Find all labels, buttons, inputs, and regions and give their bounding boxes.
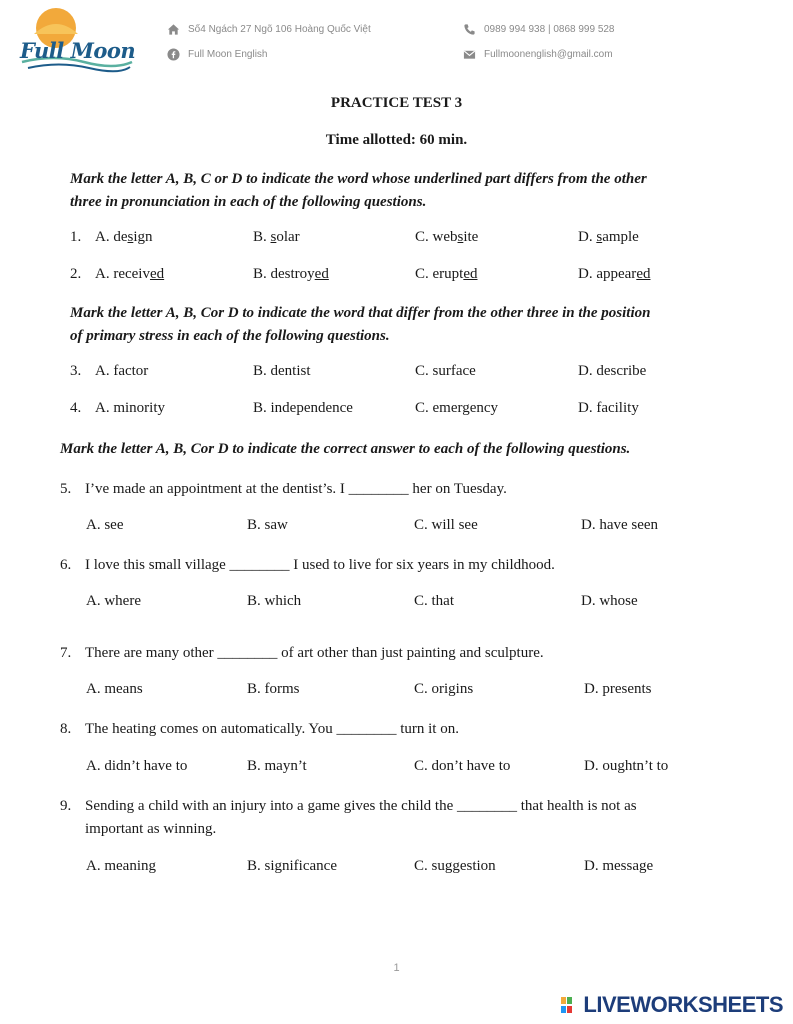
option-c: C. emergency bbox=[415, 400, 499, 416]
question-text: Sending a child with an injury into a game gives the child the ________ that health is not as bbox=[85, 798, 637, 814]
option-d: D. have seen bbox=[581, 517, 659, 533]
option-a: A. means bbox=[86, 681, 143, 697]
question-number: 3. bbox=[70, 363, 82, 379]
option-d: D. facility bbox=[578, 400, 639, 416]
phone-icon bbox=[463, 23, 476, 36]
question-number: 5. bbox=[60, 481, 72, 497]
option-a: A. meaning bbox=[86, 858, 156, 874]
question-9-options bbox=[86, 858, 766, 878]
liveworksheets-brand[interactable] bbox=[561, 992, 783, 1018]
question-9-stem bbox=[60, 795, 760, 841]
facebook-text: Full Moon English bbox=[188, 49, 268, 60]
option-d: D. presents bbox=[584, 681, 652, 697]
question-3 bbox=[70, 363, 750, 383]
liveworksheets-logo-icon bbox=[561, 995, 579, 1015]
page-number: 1 bbox=[393, 962, 400, 974]
address-text: Số4 Ngách 27 Ngõ 106 Hoàng Quốc Việt bbox=[188, 24, 371, 35]
question-5-options bbox=[86, 517, 766, 537]
option-b: B. mayn’t bbox=[247, 758, 307, 774]
email-text: Fullmoonenglish@gmail.com bbox=[484, 49, 613, 60]
question-number: 7. bbox=[60, 645, 72, 661]
question-7-options bbox=[86, 681, 766, 701]
question-8-options bbox=[86, 758, 766, 778]
option-b: B. which bbox=[247, 593, 302, 609]
option-d: D. sample bbox=[578, 229, 639, 245]
question-2 bbox=[70, 266, 750, 286]
option-a: A. didn’t have to bbox=[86, 758, 188, 774]
option-a: A. factor bbox=[95, 363, 149, 379]
page-header bbox=[0, 0, 793, 80]
phone-line bbox=[463, 23, 615, 36]
option-b: B. independence bbox=[253, 400, 353, 416]
question-6-stem bbox=[60, 554, 760, 577]
option-b: B. dentist bbox=[253, 363, 311, 379]
option-a: A. design bbox=[95, 229, 153, 245]
option-a: A. received bbox=[95, 266, 165, 282]
option-c: C. suggestion bbox=[414, 858, 496, 874]
option-a: A. where bbox=[86, 593, 141, 609]
question-8-stem bbox=[60, 718, 760, 741]
option-b: B. saw bbox=[247, 517, 288, 533]
option-c: C. that bbox=[414, 593, 454, 609]
option-b: B. solar bbox=[253, 229, 300, 245]
address-line bbox=[167, 23, 371, 36]
option-c: C. don’t have to bbox=[414, 758, 511, 774]
phone-text: 0989 994 938 | 0868 999 528 bbox=[484, 24, 615, 35]
email-line bbox=[463, 48, 613, 61]
question-number: 8. bbox=[60, 721, 72, 737]
option-c: C. will see bbox=[414, 517, 478, 533]
option-b: B. destroyed bbox=[253, 266, 329, 282]
option-c: C. origins bbox=[414, 681, 474, 697]
question-text: There are many other ________ of art other than just painting and sculpture. bbox=[85, 645, 544, 661]
option-a: A. minority bbox=[95, 400, 165, 416]
option-d: D. oughtn’t to bbox=[584, 758, 669, 774]
question-text: I love this small village ________ I used to live for six years in my childhood. bbox=[85, 557, 555, 573]
option-b: B. forms bbox=[247, 681, 300, 697]
question-5-stem bbox=[60, 478, 760, 501]
question-6-options bbox=[86, 593, 766, 613]
question-number: 2. bbox=[70, 266, 82, 282]
option-d: D. describe bbox=[578, 363, 647, 379]
question-number: 4. bbox=[70, 400, 82, 416]
mail-icon bbox=[463, 48, 476, 61]
option-d: D. message bbox=[584, 858, 654, 874]
instruction-pronunciation bbox=[70, 168, 750, 214]
logo-text: Full Moon bbox=[20, 38, 136, 63]
question-1 bbox=[70, 229, 750, 249]
time-allotted: Time allotted: 60 min. bbox=[325, 132, 468, 148]
question-text-continued: important as winning. bbox=[85, 821, 217, 837]
instruction-line: of primary stress in each of the following questions. bbox=[70, 328, 390, 344]
question-number: 9. bbox=[60, 798, 72, 814]
option-d: D. whose bbox=[581, 593, 638, 609]
instruction-line: Mark the letter A, B, Cor D to indicate the word that differ from the other three in the position bbox=[70, 305, 651, 321]
option-a: A. see bbox=[86, 517, 124, 533]
option-c: C. website bbox=[415, 229, 479, 245]
option-c: C. surface bbox=[415, 363, 476, 379]
question-number: 6. bbox=[60, 557, 72, 573]
facebook-icon bbox=[167, 48, 180, 61]
option-d: D. appeared bbox=[578, 266, 651, 282]
question-text: I’ve made an appointment at the dentist’s. I ________ her on Tuesday. bbox=[85, 481, 507, 497]
question-4 bbox=[70, 400, 750, 420]
question-text: The heating comes on automatically. You ________ turn it on. bbox=[85, 721, 459, 737]
liveworksheets-text: LIVEWORKSHEETS bbox=[583, 992, 783, 1017]
test-title: PRACTICE TEST 3 bbox=[330, 95, 463, 111]
question-number: 1. bbox=[70, 229, 82, 245]
question-7-stem bbox=[60, 642, 760, 665]
instruction-stress bbox=[70, 302, 750, 348]
instruction-line: three in pronunciation in each of the following questions. bbox=[70, 194, 427, 210]
option-c: C. erupted bbox=[415, 266, 478, 282]
facebook-line bbox=[167, 48, 267, 61]
instruction-line: Mark the letter A, B, C or D to indicate the word whose underlined part differs from the other bbox=[70, 171, 647, 187]
instruction-correct-answer: Mark the letter A, B, Cor D to indicate the correct answer to each of the following questions. bbox=[60, 441, 631, 457]
home-icon bbox=[167, 23, 180, 36]
option-b: B. significance bbox=[247, 858, 337, 874]
